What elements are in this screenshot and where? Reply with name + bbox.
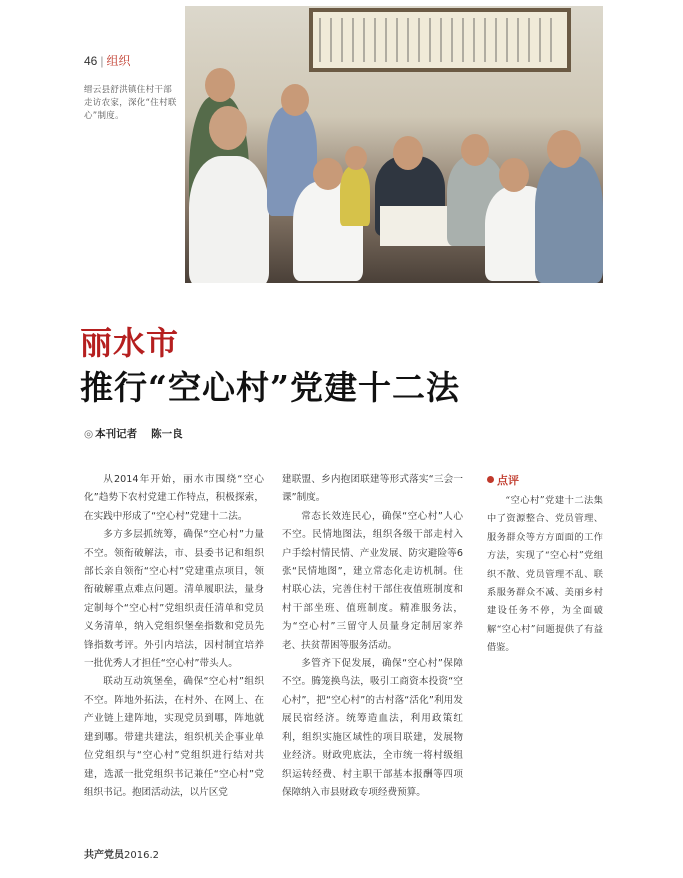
article-headline: 推行“空心村”党建十二法 [80,368,460,407]
header-divider: | [100,54,104,68]
title-kicker: 丽水市 [80,324,180,362]
section-label: 组织 [106,54,131,68]
paragraph: 从2014年开始，丽水市围绕“空心化”趋势下农村党建工作特点，积极探索，在实践中形成了“空心村”党建十二法。 [84,474,264,522]
comment-text: “空心村”党建十二法集中了资源整合、党员管理、服务群众等方方面面的工作方法，实现了“空心村”党组织不散、党员管理不乱、联系服务群众不减、美丽乡村建设任务不停，为全面破解“空心村”问题提供了有益借鉴。 [487,495,603,654]
article-photo [185,6,603,283]
paragraph: 多方多层抓统筹，确保“空心村”力量不空。领衔破解法，市、县委书记和组织部长亲自领衔“空心村”党建重点项目，领衔破解重点难点问题。清单履职法，量身定制每个“空心村”党组织责任清单和党员义务清单，纳入党组织堡垒指数和党员先锋指数考评。外引内培法，因村制宜培养一批优秀人才担任“空心村”带头人。 [84,529,264,670]
comment-heading [487,472,519,488]
byline-mark: ◎ [84,428,94,440]
issue-number: 2016.2 [124,850,159,861]
paragraph: 常态长效连民心，确保“空心村”人心不空。民情地图法，组织各级干部走村入户手绘村情民情、产业发展、防灾避险等6张“民情地图”，建立常态化走访机制。住村联心法，完善住村干部住夜值班制度和村干部坐班、值班制度。精准服务法，为“空心村”三留守人员量身定制居家养老、扶贫帮困等服务活动。 [282,510,463,651]
byline-author: 陈一良 [151,428,183,440]
page-number: 46 [84,54,98,68]
byline [84,426,183,441]
bullet-dot-icon [487,476,494,483]
photo-caption: 缙云县舒洪镇住村干部走访农家，深化“住村联心”制度。 [84,85,177,121]
body-column-2 [282,471,463,802]
byline-role: 本刊记者 [95,428,138,440]
magazine-name: 共产党员 [84,850,124,861]
comment-label: 点评 [497,474,519,487]
paragraph: 联动互动筑堡垒，确保“空心村”组织不空。阵地外拓法，在村外、在网上、在产业链上建阵地，实现党员到哪，阵地就建到哪。带建共建法，组织机关企事业单位党组织与“空心村”党组织进行结对共建，选派一批党组织书记兼任“空心村”党组织书记。抱团活动法，以片区党 [84,676,264,798]
page-header [84,52,131,69]
comment-box [487,492,603,658]
paragraph: 多管齐下促发展，确保“空心村”保障不空。腾笼换鸟法，吸引工商资本投资“空心村”，把“空心村”的古村落“活化”利用发展民宿经济。统筹造血法，利用政策红利，组织实施区域性的项目联建，发展物业经济。财政兜底法，全市统一将村级组织运转经费、村主职干部基本报酬等四项保障纳入市县财政专项经费预算。 [282,658,463,798]
page-footer [84,846,159,861]
body-column-1 [84,471,264,802]
calligraphy-scroll [309,8,571,72]
paragraph-continued: 建联盟、乡内抱团联建等形式落实“三会一课”制度。 [282,474,463,504]
